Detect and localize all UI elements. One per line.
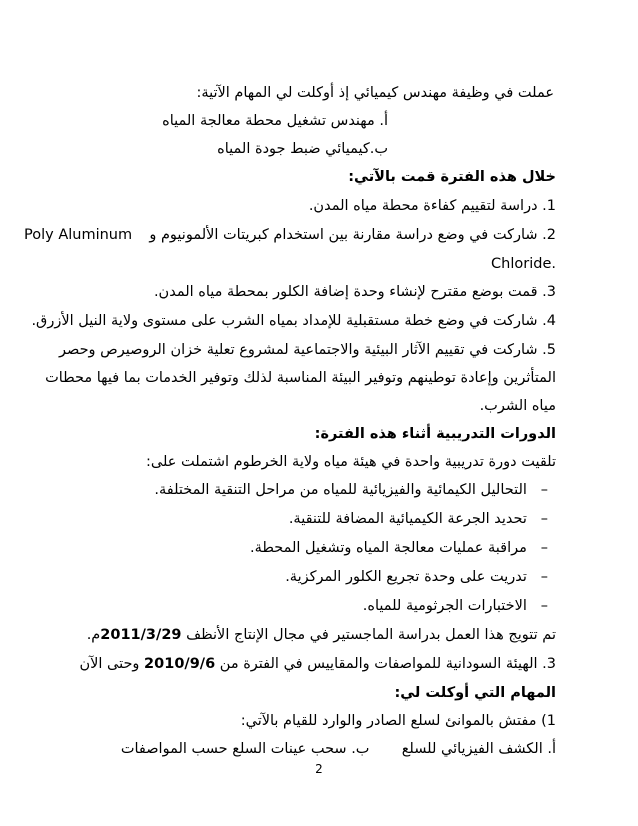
item-number: 1. <box>542 198 556 214</box>
tasks-sub-line <box>121 739 556 759</box>
item-text: قمت بوضع مقترح لإنشاء وحدة إضافة الكلور بمحطة مياه المدن. <box>153 284 538 300</box>
item-number: 5. <box>542 342 556 358</box>
intro-item-b: ب.كيميائي ضبط جودة المياه <box>217 141 388 157</box>
tasks-heading: المهام التي أوكلت لي: <box>394 685 556 701</box>
crown-line: تم تتويج هذا العمل بدراسة الماجستير في مجال الإنتاج الأنظف 2011/3/29م. <box>86 627 556 643</box>
period-item-1 <box>309 196 556 216</box>
period-item-5-cont2: مياه الشرب. <box>479 398 556 414</box>
ssmo-date: 2010/9/6 <box>144 656 216 672</box>
item-number: 4. <box>542 313 556 329</box>
page-number: 2 <box>315 762 323 776</box>
tasks-item-1: 1) مفتش بالموانئ لسلع الصادر والوارد للقيام بالآتي: <box>240 713 556 729</box>
period-item-4 <box>31 311 556 331</box>
item-text: شاركت في تقييم الآثار البيئية والاجتماعية لمشروع تعلية خزان الروصيرص وحصر <box>59 342 538 358</box>
training-item-1: – التحاليل الكيمائية والفيزيائية للمياه من مراحل التنقية المختلفة. <box>154 482 548 498</box>
intro-item-a: أ. مهندس تشغيل محطة معالجة المياه <box>162 113 388 129</box>
item-text: شاركت في وضع دراسة مقارنة بين استخدام كبريتات الألمونيوم و <box>149 227 538 243</box>
training-item-4: – تدريت على وحدة تجريع الكلور المركزية. <box>285 569 548 585</box>
item-number: 1) <box>541 713 556 729</box>
intro-line: عملت في وظيفة مهندس كيميائي إذ أوكلت لي المهام الآتية: <box>196 85 554 101</box>
dash: – <box>540 569 548 585</box>
training-heading: الدورات التدريبية أثناء هذه الفترة: <box>314 426 556 442</box>
dash: – <box>540 482 548 498</box>
item-number: 2. <box>542 227 556 243</box>
training-item-3: – مراقبة عمليات معالجة المياه وتشغيل المحطة. <box>249 540 548 556</box>
item-text: دراسة لتقييم كفاءة محطة مياه المدن. <box>308 198 538 214</box>
training-intro: تلقيت دورة تدريبية واحدة في هيئة مياه ولاية الخرطوم اشتملت على: <box>146 454 556 470</box>
period-item-3 <box>154 282 556 302</box>
dash: – <box>540 598 548 614</box>
period-item-5 <box>59 340 556 360</box>
item-text: شاركت في وضع خطة مستقبلية للإمداد بمياه الشرب على مستوى ولاية النيل الأزرق. <box>31 313 538 329</box>
period-item-2 <box>149 225 556 245</box>
latin-term-cont: Chloride. <box>491 256 556 272</box>
period-item-5-cont1: المتأثرين وإعادة توطينهم وتوفير البيئة المناسبة لذلك وتوفير الخدمات بما فيها محطات <box>45 370 556 386</box>
dash: – <box>540 540 548 556</box>
tasks-sub-a: أ. الكشف الفيزيائي للسلع <box>401 741 556 757</box>
tasks-sub-b: ب. سحب عينات السلع حسب المواصفات <box>120 741 370 757</box>
dash: – <box>540 511 548 527</box>
training-item-5: – الاختبارات الجرثومية للمياه. <box>362 598 548 614</box>
item-number: 3. <box>542 656 556 672</box>
latin-term: Poly Aluminum <box>24 227 133 243</box>
period-heading: خلال هذه الفترة قمت بالآتي: <box>348 169 556 185</box>
item-number: 3. <box>542 284 556 300</box>
crown-date: 2011/3/29 <box>100 627 182 643</box>
ssmo-line: 3. الهيئة السودانية للمواصفات والمقاييس في الفترة من 2010/9/6 وحتى الآن <box>79 656 556 672</box>
training-item-2: – تحديد الجرعة الكيميائية المضافة للتنقية. <box>288 511 548 527</box>
